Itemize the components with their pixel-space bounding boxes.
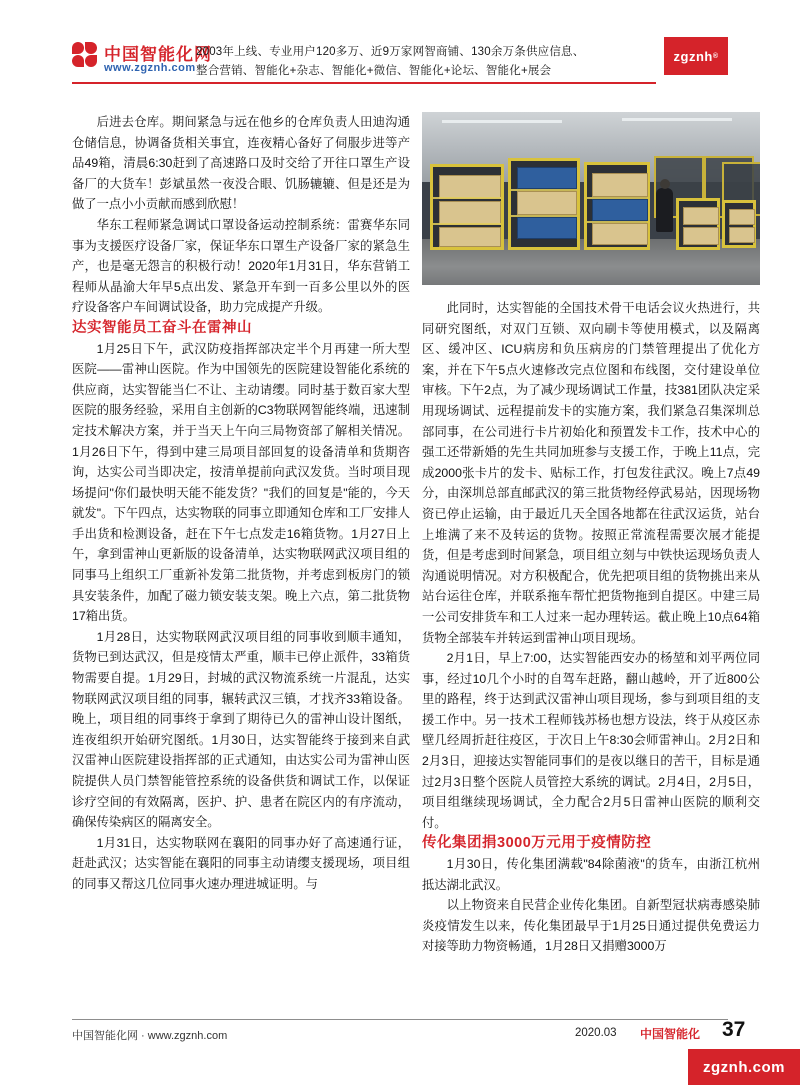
footer-issue-date: 2020.03 <box>575 1027 617 1039</box>
site-logo-url: www.zgznh.com <box>104 62 196 74</box>
paragraph: 后进去仓库。期间紧急与远在他乡的仓库负责人田迪沟通仓储信息，协调备货相关事宜，连夜精心备好了伺服步进等产品49箱，清晨6:30赶到了高速路口及时交给了开往口罩生产设备厂的大货车！彭斌虽然一夜没合眼、饥肠辘辘、但是还是为做了一点小小贡献而感到欣慰！ <box>72 115 410 212</box>
photo-ceiling-light <box>622 118 732 121</box>
paragraph: 1月28日，达实物联网武汉项目组的同事收到顺丰通知，货物已到达武汉，但是疫情太严重，顺丰已停止派件，33箱货物需要自提。1月29日，封城的武汉物流系统一片混乱，达实物联网武汉项目组的同事，辗转武汉三镇，才找齐33箱设备。晚上，项目组的同事终于拿到了期待已久的雷神山设计图纸，连夜组织开始研究图纸。1月30日，达实智能终于接到来自武汉雷神山医院建设指挥部的正式通知，由达实公司为雷神山医院提供人员门禁智能管控系统的设备供货和调试工作，以保证诊疗空间的有效隔离，医护、护、患者在院区内的有序流动，确保传染病区的隔离安全。 <box>72 629 410 830</box>
article-right-column <box>422 298 760 957</box>
paragraph: 1月31日，达实物联网在襄阳的同事办好了高速通行证，赶赴武汉；达实智能在襄阳的同事主动请缨支援现场，项目组的同事又帮这几位同事火速办理进城证明。与 <box>72 835 410 891</box>
corner-brand-tab: zgznh.com <box>688 1049 800 1085</box>
masthead-line-1: 2003年上线、专业用户120多万、近9万家网智商铺、130余万条供应信息、 <box>196 46 585 58</box>
warehouse-cages-photo <box>422 112 760 285</box>
photo-cage <box>676 198 720 250</box>
masthead <box>0 0 800 93</box>
photo-ceiling-light <box>442 120 562 123</box>
masthead-divider <box>72 82 656 84</box>
paragraph: 以上物资来自民营企业传化集团。自新型冠状病毒感染肺炎疫情发生以来，传化集团最早于1月25日通过提供免费运力对接等助力物资畅通，1月28日又捐赠3000万 <box>422 898 760 954</box>
section-heading-dashi: 达实智能员工奋斗在雷神山 <box>72 319 252 336</box>
footer-site-credit: 中国智能化网 · www.zgznh.com <box>72 1030 228 1042</box>
paragraph: 华东工程师紧急调试口罩设备运动控制系统：雷赛华东同事为支援医疗设备厂家，保证华东口罩生产设备厂家的紧急生产，也是毫无怨言的积极行动！2020年1月31日，华东营销工程师从晶渝大年早5点出发、紧急开车到一百多公里以外的医疗设备客户车间调试设备，助力完成提产升级。 <box>72 217 410 315</box>
photo-cage <box>508 158 580 250</box>
article-left-column <box>72 112 410 895</box>
logo-icon <box>72 42 98 68</box>
paragraph: 2月1日，早上7:00，达实智能西安办的杨堃和刘平两位同事，经过10几个小时的自驾车赶路，翻山越岭，开了近800公里的路程，终于达到武汉雷神山项目现场，参与到项目组的支援工作中。另一技术工程师钱苏杨也想方设法，终于从疫区赤壁几经周折赶往疫区，于次日上午8:30会师雷神山。2月2日和2月3日，迎接达实智能同事们的是夜以继日的苦干，目标是通过2月3日整个医院人员管控大系统的调试。2月4日，2月5日，项目组继续现场调试，全力配合2月5日雷神山医院的顺利交付。 <box>422 651 760 830</box>
site-logo-title: 中国智能化网 <box>104 45 212 64</box>
photo-cage <box>430 164 504 250</box>
photo-cage <box>584 162 650 250</box>
paragraph: 1月30日，传化集团满载"84除菌液"的货车，由浙江杭州抵达湖北武汉。 <box>422 857 760 892</box>
page-number: 37 <box>722 1018 746 1041</box>
photo-worker <box>656 188 673 232</box>
brand-tab <box>664 37 728 75</box>
footer-divider <box>72 1019 728 1020</box>
masthead-line-2: 整合营销、智能化+杂志、智能化+微信、智能化+论坛、智能化+展会 <box>196 65 552 77</box>
brand-tab-label: zgznh <box>673 48 713 64</box>
section-heading-chuanhua: 传化集团捐3000万元用于疫情防控 <box>422 835 652 852</box>
photo-cage <box>722 200 756 248</box>
brand-tab-superscript: ® <box>712 52 719 60</box>
footer-brand: 中国智能化 <box>640 1027 701 1041</box>
paragraph: 此同时，达实智能的全国技术骨干电话会议火热进行，共同研究图纸，对双门互锁、双向刷卡等使用模式，以及隔离区、缓冲区、ICU病房和负压病房的门禁管理提出了优化方案，并在下午5点火速修改完点位图和布线图，交付建设单位审核。下午2点，为了减少现场调试工作量，技381团队决定采用现场调试、远程提前发卡的实施方案，我们紧急召集深圳总部同事，在公司进行卡片初始化和预置发卡工作，技术中心的强工还带新婚的先生共同加班参与支援工作，于晚上11点，完成2000张卡片的发卡、贴标工作，打包发往武汉。晚上7点49分，由深圳总部直邮武汉的第三批货物经停武易站，因现场物资已停止运输，由于最近几天全国各地都在往武汉运货，站台上堆满了来不及转运的货物。按照正常流程需要次展才能提货，但是考虑到时间紧急，项目组立刻与中铁快运现场负责人沟通说明情况。对方积极配合，优先把项目组的货物挑出来从站台运往仓库，并联系拖车帮忙把货物拖到自提区。中建三局一公司安排货车和工人过来一起办理转运。截止晚上10点64箱货物全部装车并转运到雷神山项目现场。 <box>422 301 760 645</box>
paragraph: 1月25日下午，武汉防疫指挥部决定半个月再建一所大型医院——雷神山医院。作为中国领先的医院建设智能化系统的供应商，达实智能当仁不让、主动请缨。同时基于数百家大型医院的服务经验，采用自主创新的C3物联网智能终端，迅速制定技术解决方案，并于当天上午向三局物资部了解相关情况。1月26日下午，得到中建三局项目部回复的设备清单和货期咨询，达实公司当即决定，按清单提前向武汉发货。当时项目现场提问"你们最快明天能不能发货？"我们的回复是"能的，今天就发"。下午四点，达实物联的同事立即通知仓库和工厂安排人手出货和检测设备，赶在下午七点发走16箱货物。1月27日上午，拿到雷神山更新版的设备清单，达实物联网武汉项目组的同事马上组织工厂重新补发第二批货物，并考虑到板房门的锁具安装条件，加配了磁力锁安装支架。晚上六点，第二批货物17箱出货。 <box>72 341 410 624</box>
